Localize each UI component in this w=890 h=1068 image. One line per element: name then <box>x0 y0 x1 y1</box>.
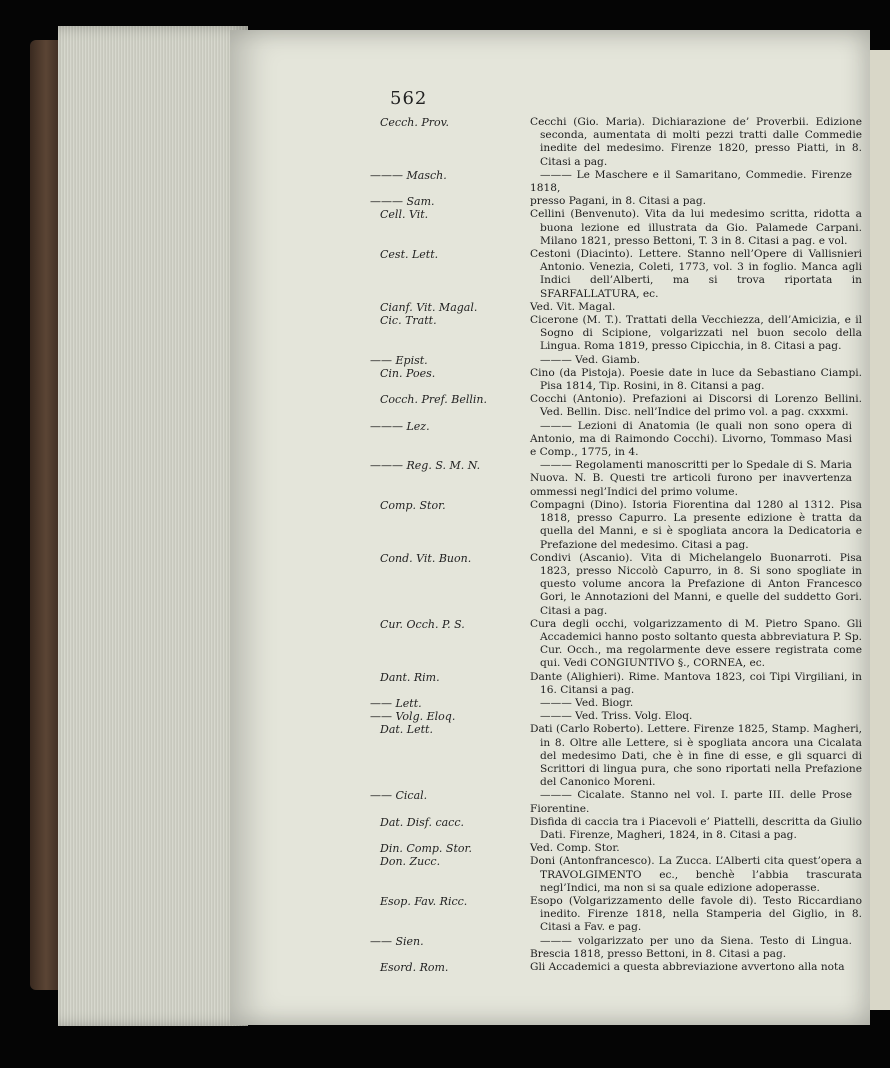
index-entry <box>230 618 870 671</box>
entry-abbreviation: Cocch. Pref. Bellin. <box>380 393 488 407</box>
entry-abbreviation: —— Lett. <box>370 696 422 710</box>
index-entry <box>230 248 870 301</box>
index-entry <box>230 169 870 195</box>
index-entry <box>230 723 870 789</box>
entry-abbreviation: Comp. Stor. <box>380 498 446 512</box>
index-entry <box>230 789 870 815</box>
entry-text: Dante (Alighieri). Rime. Mantova 1823, coi Tipi Virgiliani, in 16. Citansi a pag. <box>530 670 862 696</box>
index-entry <box>230 208 870 248</box>
index-entry <box>230 842 870 855</box>
index-entry <box>230 935 870 961</box>
entry-text: Cura degli occhi, volgarizzamento di M. Pietro Spano. Gli Accademici hanno posto soltanto questa abbreviatura P. Sp. Cur. Occh., ma regolarmente deve essere registrata come qui. Vedi CONGIUNTIVO §., CORNEA, ec. <box>530 617 862 670</box>
page-edges <box>58 26 248 1026</box>
index-entry <box>230 710 870 723</box>
entry-abbreviation: —— Sien. <box>370 934 424 948</box>
entry-abbreviation: Dat. Disf. cacc. <box>380 815 464 829</box>
index-entry <box>230 367 870 393</box>
entry-abbreviation: Cell. Vit. <box>380 208 429 222</box>
entry-abbreviation: Cin. Poes. <box>380 366 436 380</box>
entry-abbreviation: Esord. Rom. <box>380 961 449 974</box>
entry-text: Gli Accademici a questa abbreviazione avvertono alla nota <box>530 961 845 973</box>
entry-abbreviation: ——— Reg. S. M. N. <box>370 459 481 473</box>
index-entry <box>230 459 870 499</box>
entry-text: ——— volgarizzato per uno da Siena. Testo di Lingua. Brescia 1818, presso Bettoni, in 8. Citasi a pag. <box>530 934 852 960</box>
index-entry <box>230 816 870 842</box>
index-entry <box>230 499 870 552</box>
entry-text: Cicerone (M. T.). Trattati della Vecchiezza, dell’Amicizia, e il Sogno di Scipione, volgarizzati nel buon secolo della Lingua. Roma 1819, presso Cipicchia, in 8. Citasi a pag. <box>530 314 862 353</box>
entry-abbreviation: ——— Sam. <box>370 195 435 209</box>
entry-text: presso Pagani, in 8. Citasi a pag. <box>530 195 706 208</box>
entry-abbreviation: Din. Comp. Stor. <box>380 842 473 856</box>
entry-text: ——— Cicalate. Stanno nel vol. I. parte III. delle Prose Fiorentine. <box>530 789 852 815</box>
index-entry <box>230 301 870 314</box>
entry-text: Esopo (Volgarizzamento delle favole di). Testo Riccardiano inedito. Firenze 1818, nella Stamperia del Giglio, in 8. Citasi a Fav. e pag. <box>530 894 862 934</box>
index-entry <box>230 895 870 935</box>
index-entry <box>230 393 870 419</box>
entry-text: ——— Ved. Giamb. <box>540 353 640 366</box>
index-entry <box>230 195 870 208</box>
index-entry <box>230 116 870 169</box>
entry-abbreviation: Cond. Vit. Buon. <box>380 551 472 565</box>
index-entry <box>230 354 870 367</box>
index-entry <box>230 671 870 697</box>
entry-text: Cecchi (Gio. Maria). Dichiarazione de’ Proverbii. Edizione seconda, aumentata di molti pezzi tratti dalle Commedie inedite del medesimo. Firenze 1820, presso Piatti, in 8. Citasi a pag. <box>530 116 862 168</box>
index-entry <box>230 314 870 354</box>
entry-text: Dati (Carlo Roberto). Lettere. Firenze 1825, Stamp. Magheri, in 8. Oltre alle Lettere, si è spogliata ancora una Cicalata del medesimo Dati, che è in fine di esse, e gli squarci di Scrittori di lingua pura, che sono riportati nella Prefazione del Canonico Moreni. <box>530 723 862 789</box>
entry-abbreviation: ——— Lez. <box>370 419 430 433</box>
entry-text: Cocchi (Antonio). Prefazioni ai Discorsi di Lorenzo Bellini. Ved. Bellin. Disc. nell’Indice del primo vol. a pag. cxxxmi. <box>530 393 862 419</box>
entry-abbreviation: Dat. Lett. <box>380 723 433 737</box>
entry-abbreviation: ——— Masch. <box>370 168 447 182</box>
entry-text: ——— Le Maschere e il Samaritano, Commedie. Firenze 1818, <box>530 168 852 195</box>
entry-text: Ved. Vit. Magal. <box>530 300 616 313</box>
entry-text: Ved. Comp. Stor. <box>530 842 620 855</box>
entry-abbreviation: Cecch. Prov. <box>380 116 450 129</box>
entry-text: ——— Lezioni di Anatomia (le quali non sono opera di Antonio, ma di Raimondo Cocchi). Livorno, Tommaso Masi e Comp., 1775, in 4. <box>530 419 852 459</box>
entry-abbreviation: Dant. Rim. <box>380 670 440 684</box>
entry-abbreviation: Cur. Occh. P. S. <box>380 617 465 631</box>
entry-text: Cestoni (Diacinto). Lettere. Stanno nell’Opere di Vallisnieri Antonio. Venezia, Coleti, 1773, vol. 3 in foglio. Manca agli Indici dell’Alberti, ma si trova riportata in SFARFALLATURA, ec. <box>530 248 862 300</box>
entry-abbreviation: Cianf. Vit. Magal. <box>380 300 478 314</box>
entry-abbreviation: —— Volg. Eloq. <box>370 710 456 724</box>
entry-abbreviation: —— Epist. <box>370 353 428 367</box>
entry-abbreviation: Don. Zucc. <box>380 855 441 869</box>
index-entry <box>230 420 870 460</box>
entry-text: Cino (da Pistoja). Poesie date in luce da Sebastiano Ciampi. Pisa 1814, Tip. Rosini, in 8. Citansi a pag. <box>530 366 862 393</box>
entry-abbreviation: Esop. Fav. Ricc. <box>380 894 468 908</box>
entry-abbreviation: —— Cical. <box>370 789 428 803</box>
index-entry <box>230 961 870 974</box>
entry-text: Condivi (Ascanio). Vita di Michelangelo Buonarroti. Pisa 1823, presso Niccolò Capurro, in 8. Si sono spogliate in questo volume ancora la Prefazione di Anton Francesco Gori, le Annotazioni del Manni, e quelle del suddetto Gori. Citasi a pag. <box>530 551 862 617</box>
index-entries <box>230 116 870 974</box>
entry-text: ——— Regolamenti manoscritti per lo Spedale di S. Maria Nuova. N. B. Questi tre articoli furono per inavvertenza ommessi negl’Indici del primo volume. <box>530 459 852 498</box>
entry-text: ——— Ved. Triss. Volg. Eloq. <box>540 710 693 723</box>
entry-abbreviation: Cic. Tratt. <box>380 314 437 328</box>
entry-abbreviation: Cest. Lett. <box>380 248 439 262</box>
entry-text: Compagni (Dino). Istoria Fiorentina dal 1280 al 1312. Pisa 1818, presso Capurro. La presente edizione è tratta da quella del Manni, e si è spogliata ancora la Dedicatoria e Prefazione del medesimo. Citasi a pag. <box>530 498 862 551</box>
entry-text: ——— Ved. Biogr. <box>540 696 634 709</box>
book-page <box>230 30 870 1025</box>
entry-text: Disfida di caccia tra i Piacevoli e’ Piattelli, descritta da Giulio Dati. Firenze, Magheri, 1824, in 8. Citasi a pag. <box>530 815 862 841</box>
entry-text: Cellini (Benvenuto). Vita da lui medesimo scritta, ridotta a buona lezione ed illustrata da Gio. Palamede Carpani. Milano 1821, presso Bettoni, T. 3 in 8. Citasi a pag. e vol. <box>530 208 862 247</box>
index-entry <box>230 552 870 618</box>
index-entry <box>230 697 870 710</box>
index-entry <box>230 855 870 895</box>
page-number: 562 <box>390 88 428 109</box>
entry-text: Doni (Antonfrancesco). La Zucca. L’Alberti cita quest’opera a TRAVOLGIMENTO ec., benchè l’abbia trascurata negl’Indici, ma non si sa quale edizione adoperasse. <box>530 855 862 894</box>
facing-page-edge <box>868 50 890 1010</box>
